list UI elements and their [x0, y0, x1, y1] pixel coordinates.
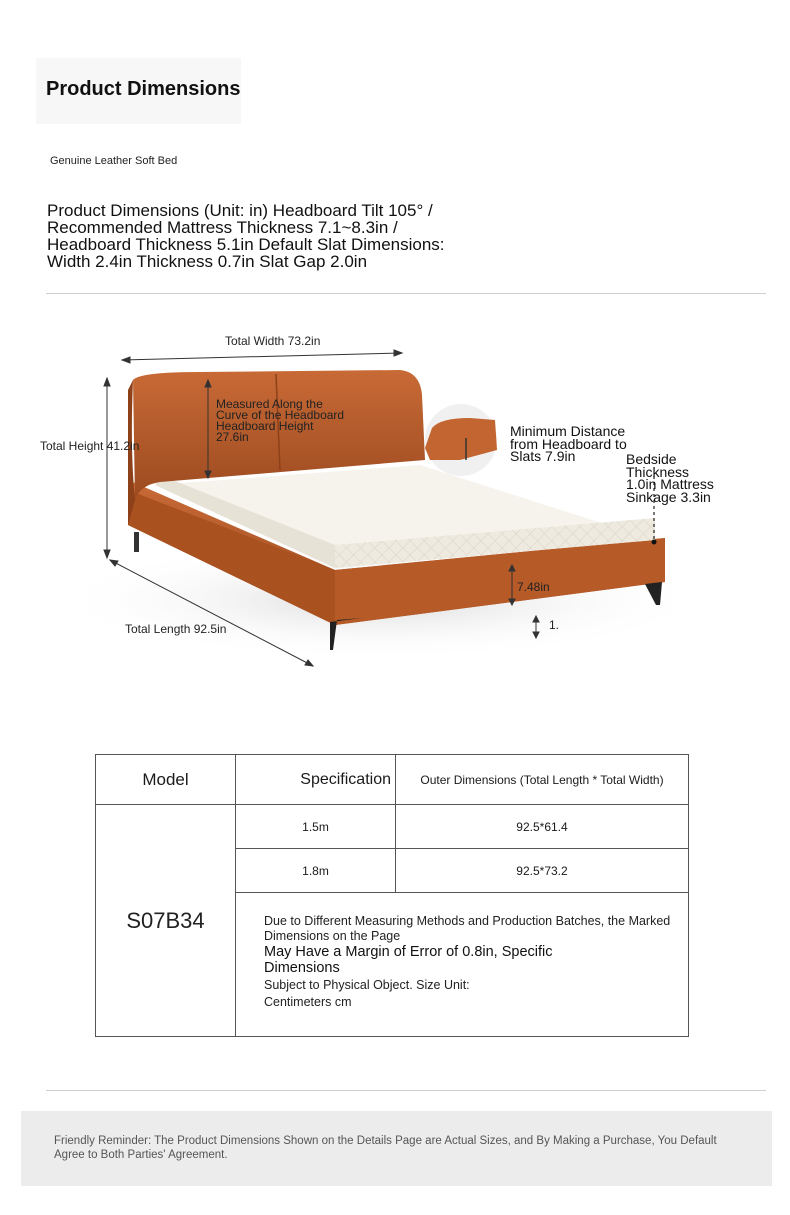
headboard-height-label: [216, 399, 344, 443]
header-model: Model: [96, 755, 236, 805]
divider: [46, 1090, 766, 1091]
intro-line: Product Dimensions (Unit: in) Headboard Tilt 105° /: [47, 201, 433, 220]
total-height-label: Total Height 41.2in: [40, 439, 140, 453]
bedside-line: Thickness: [626, 463, 690, 480]
bedside-thickness-label: [626, 453, 714, 503]
frame-height-label: 7.48in: [517, 580, 550, 594]
dimension-intro: [47, 202, 517, 270]
note-line: Subject to Physical Object. Size Unit:: [264, 978, 470, 992]
divider: [46, 293, 766, 294]
bedside-line: Bedside: [626, 451, 677, 467]
note-line: Due to Different Measuring Methods and Production Batches, the Marked: [264, 914, 671, 928]
note-line: Dimensions on the Page: [264, 929, 401, 943]
bed-dimension-diagram: [0, 300, 790, 710]
friendly-reminder: Friendly Reminder: The Product Dimensions Shown on the Details Page are Actual Sizes, and By Making a Purchase, You Default Agree to Both Parties' Agreement.: [54, 1135, 717, 1161]
headboard-height-line: 27.6in: [216, 430, 249, 444]
outer-dimensions-cell: 92.5*73.2: [396, 849, 689, 893]
headboard-height-line: Measured Along the: [216, 397, 323, 411]
leg-height-label: 1.: [549, 618, 560, 632]
min-distance-line: from Headboard to: [510, 435, 627, 452]
intro-line: Width 2.4in Thickness 0.7in Slat Gap 2.0in: [47, 252, 368, 271]
measurement-note-cell: [236, 893, 689, 1037]
header-specification: Specification: [236, 755, 396, 805]
note-line: May Have a Margin of Error of 0.8in, Specific: [264, 944, 553, 960]
measurement-note: [236, 893, 704, 1009]
headboard-height-line: Curve of the Headboard: [216, 408, 345, 422]
headboard-height-line: Headboard Height: [216, 419, 314, 433]
total-width-label: Total Width 73.2in: [225, 334, 321, 348]
min-distance-label: [510, 425, 627, 463]
model-code: S07B34: [96, 805, 236, 1037]
intro-line: Recommended Mattress Thickness 7.1~8.3in /: [47, 218, 398, 237]
spec-cell: 1.5m: [236, 805, 396, 849]
total-length-label: Total Length 92.5in: [125, 622, 227, 636]
specification-table: [95, 754, 689, 1037]
note-line: Centimeters cm: [264, 994, 352, 1009]
min-distance-line: Slats 7.9in: [510, 448, 576, 464]
spec-cell: 1.8m: [236, 849, 396, 893]
table-row: [96, 805, 689, 849]
note-line: Dimensions: [264, 960, 340, 976]
header-outer-dimensions: Outer Dimensions (Total Length * Total Width): [396, 755, 689, 805]
bedside-line: Sinkage 3.3in: [626, 488, 711, 505]
bed-illustration: [0, 300, 790, 710]
min-distance-line: Minimum Distance: [510, 423, 626, 439]
table-header-row: [96, 755, 689, 805]
product-subtitle: Genuine Leather Soft Bed: [50, 155, 178, 167]
outer-dimensions-cell: 92.5*61.4: [396, 805, 689, 849]
intro-line: Headboard Thickness 5.1in Default Slat Dimensions:: [47, 235, 445, 254]
page-title: Product Dimensions: [46, 78, 241, 100]
bedside-line: 1.0in Mattress: [626, 476, 714, 492]
